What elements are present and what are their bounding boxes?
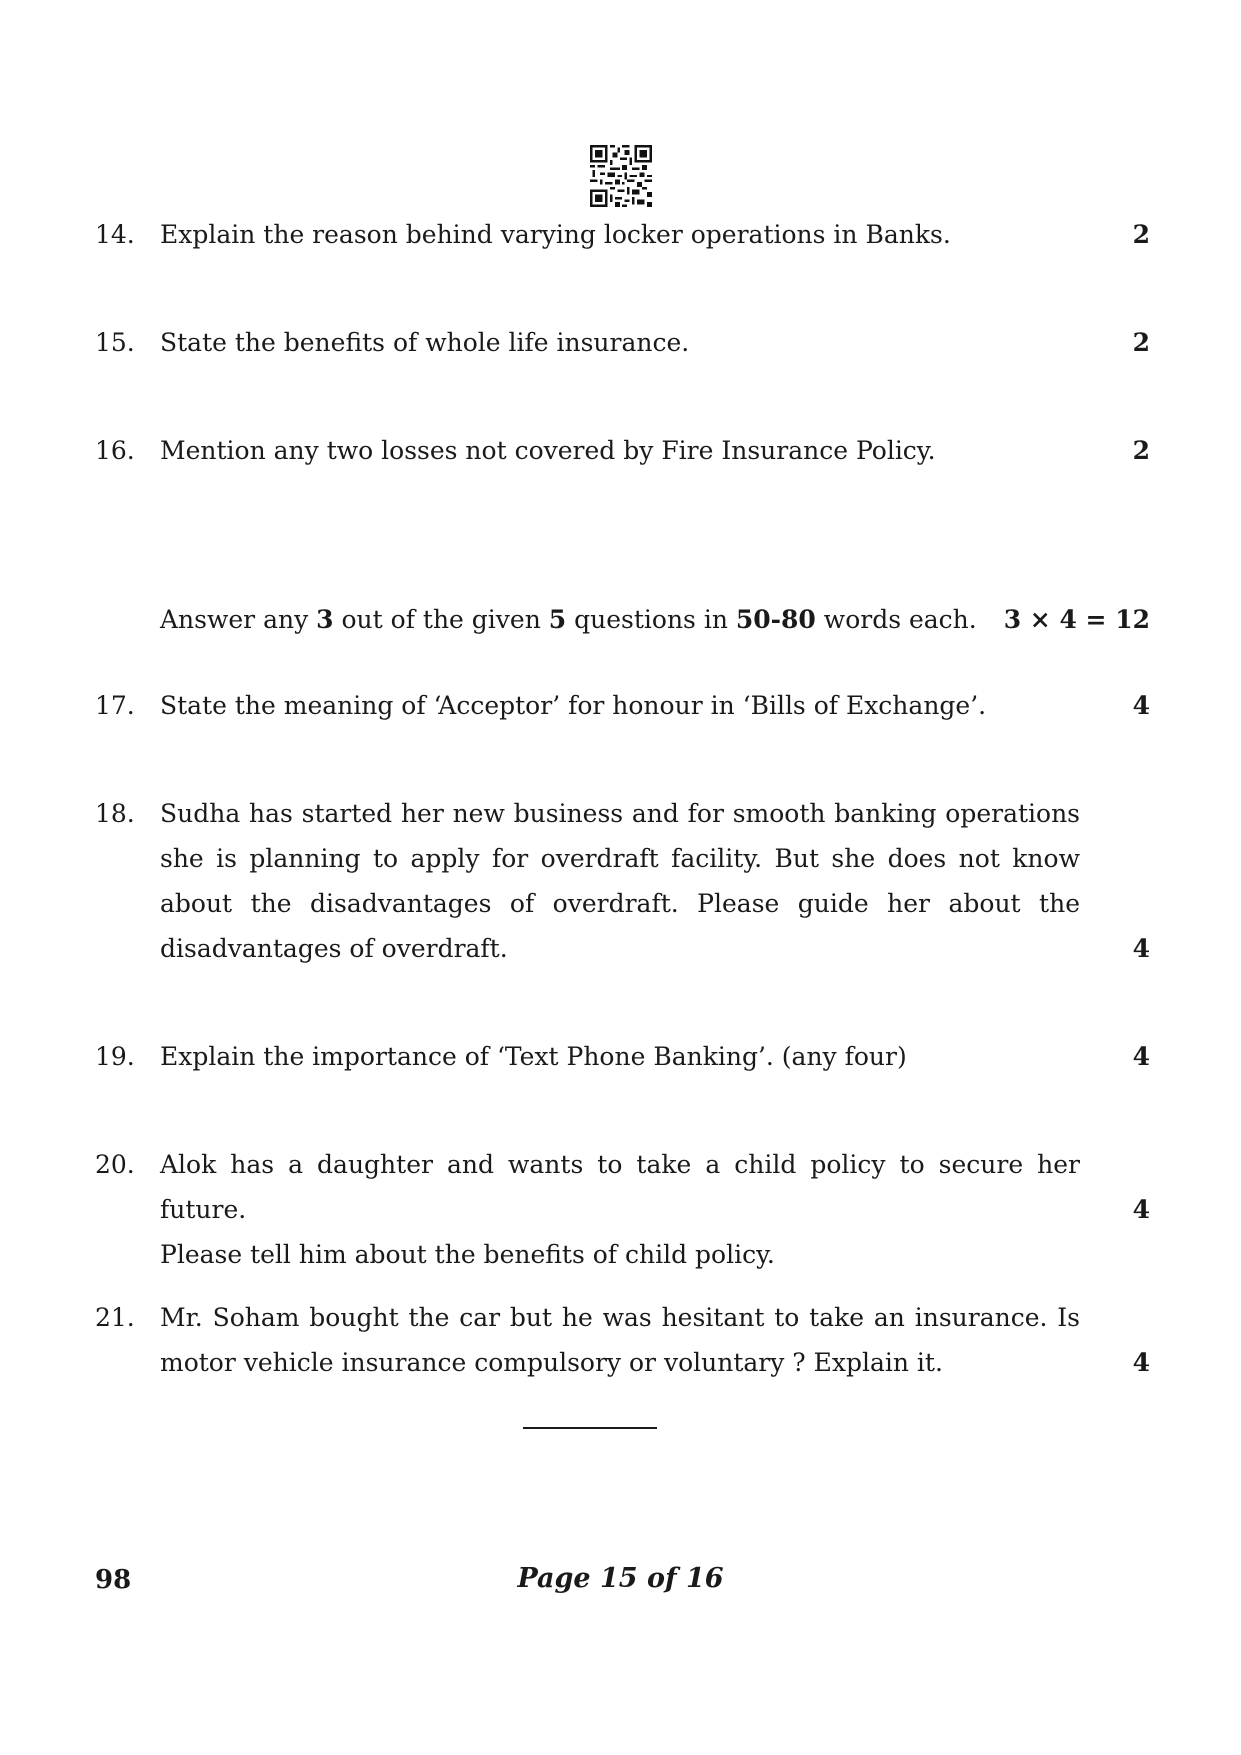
question-number: 17. [95,691,135,720]
question-line: Mention any two losses not covered by Fire Insurance Policy. [160,436,936,465]
question-marks: 4 [1132,1195,1150,1224]
question-marks: 2 [1132,436,1150,465]
instruction-word-range: 50-80 [735,605,816,634]
question-line: she is planning to apply for overdraft facility. But she does not know [160,844,1080,873]
question-marks: 4 [1132,691,1150,720]
question-marks: 2 [1132,220,1150,249]
question-line: Mr. Soham bought the car but he was hesitant to take an insurance. Is [160,1303,1080,1332]
question-line: about the disadvantages of overdraft. Please guide her about the [160,889,1080,918]
question-text [160,1142,1080,1277]
question-text [160,1034,1090,1079]
qr-code-icon [590,145,652,207]
instruction-text: out of the given [333,605,549,634]
question-line: Explain the reason behind varying locker operations in Banks. [160,220,951,249]
question-line: Explain the importance of ‘Text Phone Banking’. (any four) [160,1042,907,1071]
question-text [160,791,1080,971]
question-text [160,320,1090,365]
question-text [160,212,1090,257]
question-number: 19. [95,1042,135,1071]
section-instruction [160,597,1150,642]
question-line: motor vehicle insurance compulsory or voluntary ? Explain it. [160,1348,943,1377]
question-number: 14. [95,220,135,249]
question-marks: 4 [1132,1042,1150,1071]
end-of-section-rule [523,1427,657,1429]
question-line: State the meaning of ‘Acceptor’ for honour in ‘Bills of Exchange’. [160,691,987,720]
instruction-total-count: 5 [548,605,567,634]
question-line: disadvantages of overdraft. [160,934,508,963]
question-marks: 4 [1132,934,1150,963]
question-number: 16. [95,436,135,465]
instruction-answer-count: 3 [316,605,334,634]
section-marks: 3 × 4 = 12 [1003,605,1150,634]
question-line: State the benefits of whole life insurance. [160,328,690,357]
instruction-text: questions in [566,605,736,634]
question-line: Sudha has started her new business and for smooth banking operations [160,799,1080,828]
question-number: 18. [95,799,135,828]
question-marks: 2 [1132,328,1150,357]
question-line: Please tell him about the benefits of child policy. [160,1240,775,1269]
instruction-text: words each. [815,605,977,634]
question-line: Alok has a daughter and wants to take a child policy to secure her future. [160,1150,1080,1224]
question-text [160,683,1090,728]
paper-code: 98 [95,1565,132,1595]
question-number: 20. [95,1150,135,1179]
instruction-text: Answer any [160,605,317,634]
page-number: Page 15 of 16 [517,1563,724,1594]
question-marks: 4 [1132,1348,1150,1377]
question-number: 15. [95,328,135,357]
question-number: 21. [95,1303,135,1332]
question-text [160,1295,1080,1385]
question-text [160,428,1090,473]
